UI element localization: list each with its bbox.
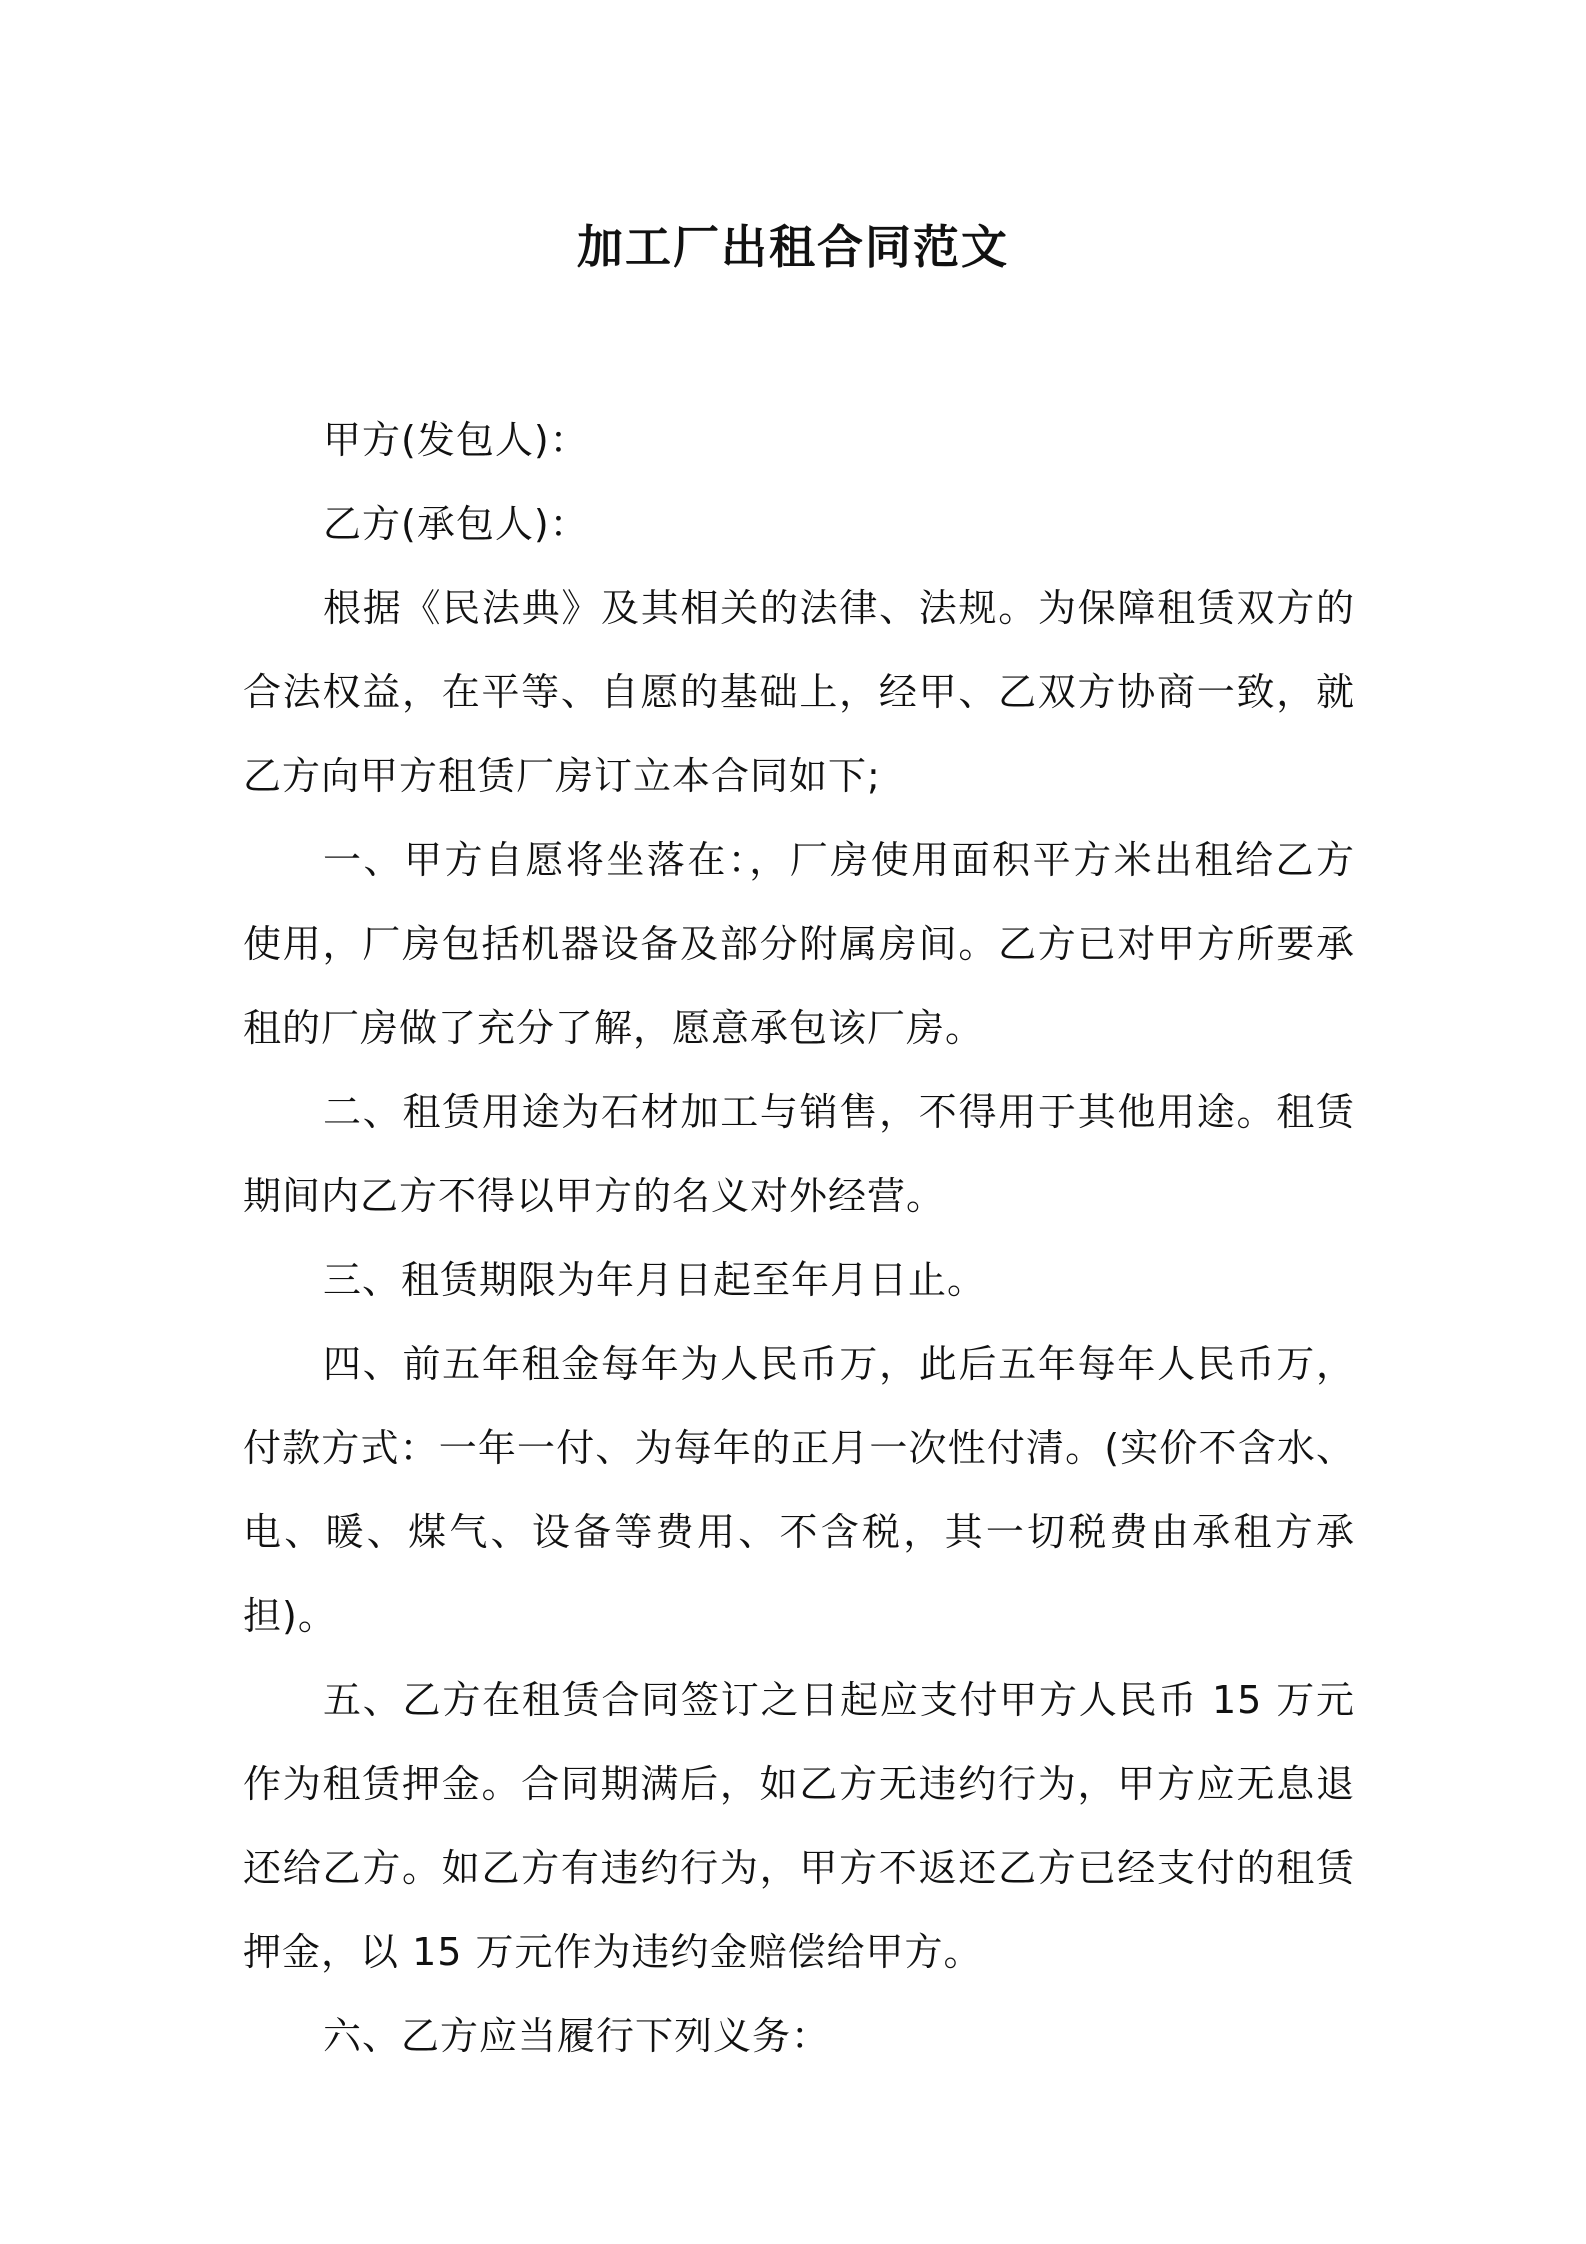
- clause-3-paragraph: 三、租赁期限为年月日起至年月日止。: [323, 1258, 987, 1302]
- clause-2-paragraph: 二、租赁用途为石材加工与销售，不得用于其他用途。租赁期间内乙方不得以甲方的名义对外经营。: [243, 1090, 1355, 1218]
- clause-6-paragraph: 六、乙方应当履行下列义务：: [323, 2014, 831, 2058]
- preamble-paragraph: 根据《民法典》及其相关的法律、法规。为保障租赁双方的合法权益，在平等、自愿的基础上，经甲、乙双方协商一致，就乙方向甲方租赁厂房订立本合同如下;: [243, 586, 1355, 798]
- party-a-line: 甲方(发包人)：: [323, 418, 589, 462]
- document-body: [243, 398, 1355, 2078]
- party-b-line: 乙方(承包人)：: [323, 502, 589, 546]
- clause-5-paragraph: 五、乙方在租赁合同签订之日起应支付甲方人民币 15 万元作为租赁押金。合同期满后，如乙方无违约行为，甲方应无息退还给乙方。如乙方有违约行为，甲方不返还乙方已经支付的租赁押金，以 15 万元作为违约金赔偿给甲方。: [243, 1678, 1355, 1974]
- clause-4-paragraph: 四、前五年租金每年为人民币万，此后五年每年人民币万，付款方式：一年一付、为每年的正月一次性付清。(实价不含水、电、暖、煤气、设备等费用、不含税，其一切税费由承租方承担)。: [243, 1342, 1355, 1638]
- clause-1-paragraph: 一、甲方自愿将坐落在：，厂房使用面积平方米出租给乙方使用，厂房包括机器设备及部分附属房间。乙方已对甲方所要承租的厂房做了充分了解，愿意承包该厂房。: [243, 838, 1355, 1050]
- document-title: 加工厂出租合同范文: [577, 220, 1009, 274]
